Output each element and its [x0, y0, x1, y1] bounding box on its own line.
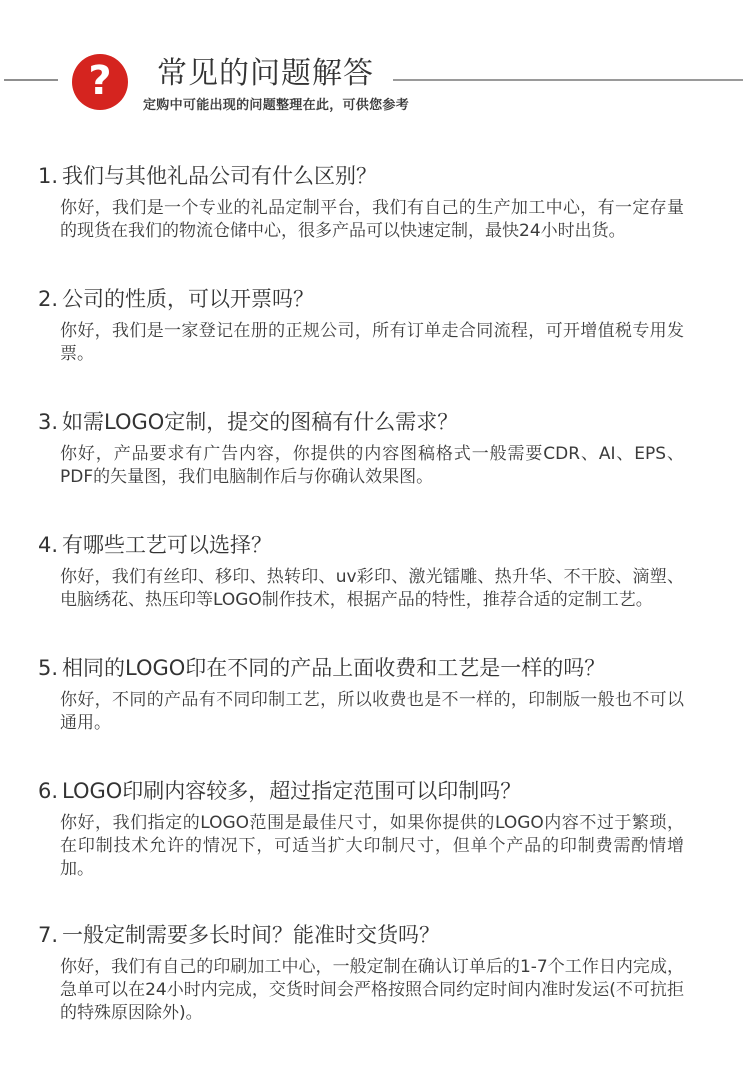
- faq-question-number: 4.: [38, 533, 59, 557]
- faq-question: [38, 777, 716, 805]
- header-divider-right: [393, 79, 743, 81]
- faq-question-text: 我们与其他礼品公司有什么区别？: [62, 164, 377, 188]
- faq-question-number: 3.: [38, 410, 59, 434]
- faq-question: [38, 162, 716, 190]
- faq-question-text: 有哪些工艺可以选择？: [62, 533, 272, 557]
- faq-answer-text: 你好，产品要求有广告内容，你提供的内容图稿格式一般需要CDR、AI、EPS、PDF的矢量图，我们电脑制作后与你确认效果图。: [60, 444, 684, 487]
- faq-answer-text: 你好，我们有丝印、移印、热转印、uv彩印、激光镭雕、热升华、不干胶、滴塑、电脑绣花、热压印等LOGO制作技术，根据产品的特性，推荐合适的定制工艺。: [60, 567, 684, 610]
- faq-question-text: 如需LOGO定制，提交的图稿有什么需求？: [62, 410, 459, 434]
- faq-question-text: LOGO印刷内容较多，超过指定范围可以印制吗？: [62, 779, 522, 803]
- faq-question: [38, 531, 716, 559]
- faq-question-number: 6.: [38, 779, 59, 803]
- faq-answer-text: 你好，我们指定的LOGO范围是最佳尺寸，如果你提供的LOGO内容不过于繁琐，在印制技术允许的情况下，可适当扩大印制尺寸，但单个产品的印制费需酌情增加。: [60, 813, 684, 879]
- faq-item-1: [38, 162, 716, 243]
- faq-question: [38, 408, 716, 436]
- faq-item-3: [38, 408, 716, 489]
- faq-question-text: 相同的LOGO印在不同的产品上面收费和工艺是一样的吗？: [62, 656, 606, 680]
- faq-list: [38, 162, 716, 1067]
- faq-item-5: [38, 654, 716, 735]
- page-title: 常见的问题解答: [157, 56, 374, 91]
- header-divider-left: [4, 79, 58, 81]
- faq-question-number: 1.: [38, 164, 59, 188]
- faq-answer-text: 你好，我们是一个专业的礼品定制平台，我们有自己的生产加工中心，有一定存量的现货在我们的物流仓储中心，很多产品可以快速定制，最快24小时出货。: [60, 198, 684, 241]
- faq-question-text: 公司的性质，可以开票吗？: [62, 287, 314, 311]
- faq-question: [38, 654, 716, 682]
- faq-item-7: [38, 921, 716, 1025]
- faq-answer-text: 你好，不同的产品有不同印制工艺，所以收费也是不一样的，印制版一般也不可以通用。: [60, 690, 684, 733]
- faq-answer-text: 你好，我们是一家登记在册的正规公司，所有订单走合同流程，可开增值税专用发票。: [60, 321, 684, 364]
- faq-question: [38, 921, 716, 949]
- faq-question-number: 5.: [38, 656, 59, 680]
- faq-item-4: [38, 531, 716, 612]
- faq-item-6: [38, 777, 716, 881]
- faq-question: [38, 285, 716, 313]
- faq-answer-text: 你好，我们有自己的印刷加工中心，一般定制在确认订单后的1-7个工作日内完成，急单可以在24小时内完成，交货时间会严格按照合同约定时间内准时发运(不可抗拒的特殊原因除外)。: [60, 957, 684, 1023]
- faq-item-2: [38, 285, 716, 366]
- page-subtitle: 定购中可能出现的问题整理在此，可供您参考: [143, 98, 410, 113]
- faq-question-number: 2.: [38, 287, 59, 311]
- question-mark-glyph: ?: [88, 57, 112, 104]
- faq-question-text: 一般定制需要多长时间？能准时交货吗？: [62, 923, 440, 947]
- faq-question-number: 7.: [38, 923, 59, 947]
- question-mark-icon: [72, 54, 128, 110]
